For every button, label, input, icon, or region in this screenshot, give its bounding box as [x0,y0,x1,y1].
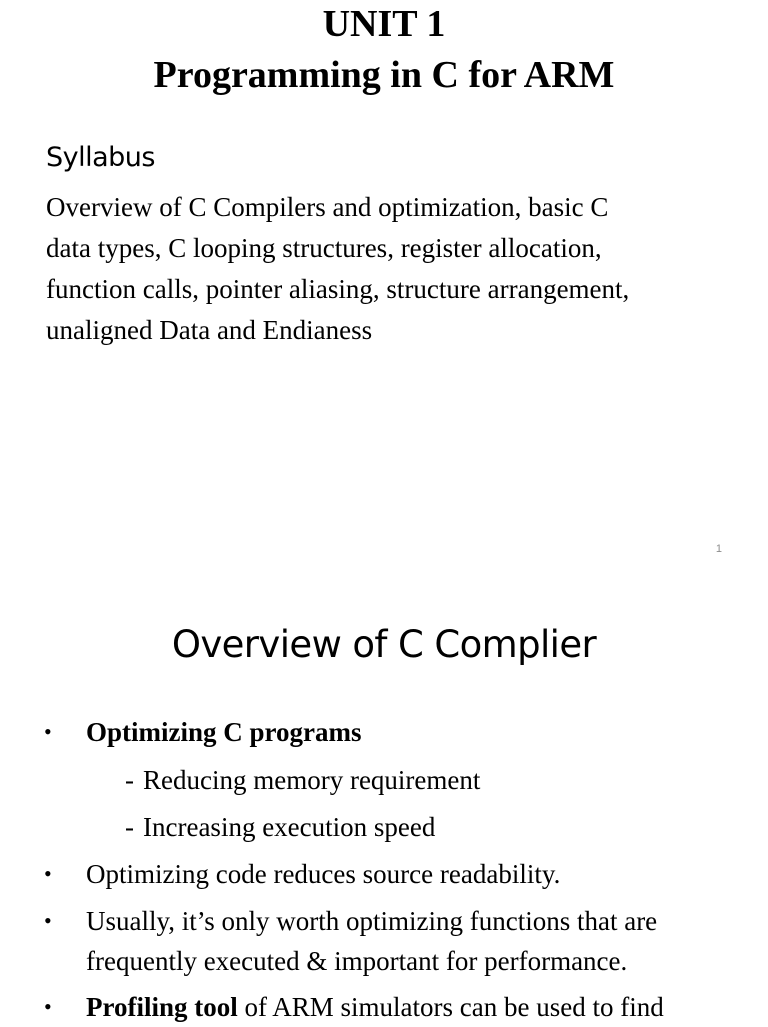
bullet-text: Optimizing code reduces source readability. [86,859,561,889]
sub-item [125,760,725,800]
slide-2 [0,576,768,1024]
sub-item-text: Increasing execution speed [143,812,436,842]
bullet-line: frequently executed & important for performance. [86,946,628,976]
sub-item [125,807,725,847]
dash-icon: - [125,765,134,795]
bullet-bold-text: Profiling tool [86,992,238,1022]
slide-title: Programming in C for ARM [153,54,615,96]
sub-item-text: Reducing memory requirement [143,765,481,795]
bullet-icon: • [44,908,52,933]
bullet-icon: • [44,719,52,744]
dash-icon: - [125,812,134,842]
syllabus-line: unaligned Data and Endianess [46,315,373,345]
syllabus-heading: Syllabus [46,142,155,173]
syllabus-line: function calls, pointer aliasing, structure arrangement, [46,274,630,304]
bullet-line: Usually, it’s only worth optimizing functions that are [86,906,658,936]
unit-title: UNIT 1 [322,3,446,45]
bullet-text [86,901,746,981]
syllabus-line: data types, C looping structures, register allocation, [46,233,602,263]
bullet-text: Optimizing C programs [86,717,362,747]
slide-number: 1 [715,543,722,555]
bullet-icon: • [44,994,52,1019]
syllabus-text [46,187,736,351]
bullet-text [86,987,746,1027]
slide-title: Overview of C Complier [171,623,597,666]
bullet-icon: • [44,861,52,886]
bullet-rest-text: of ARM simulators can be used to find [237,992,664,1022]
syllabus-line: Overview of C Compilers and optimization, basic C [46,192,609,222]
